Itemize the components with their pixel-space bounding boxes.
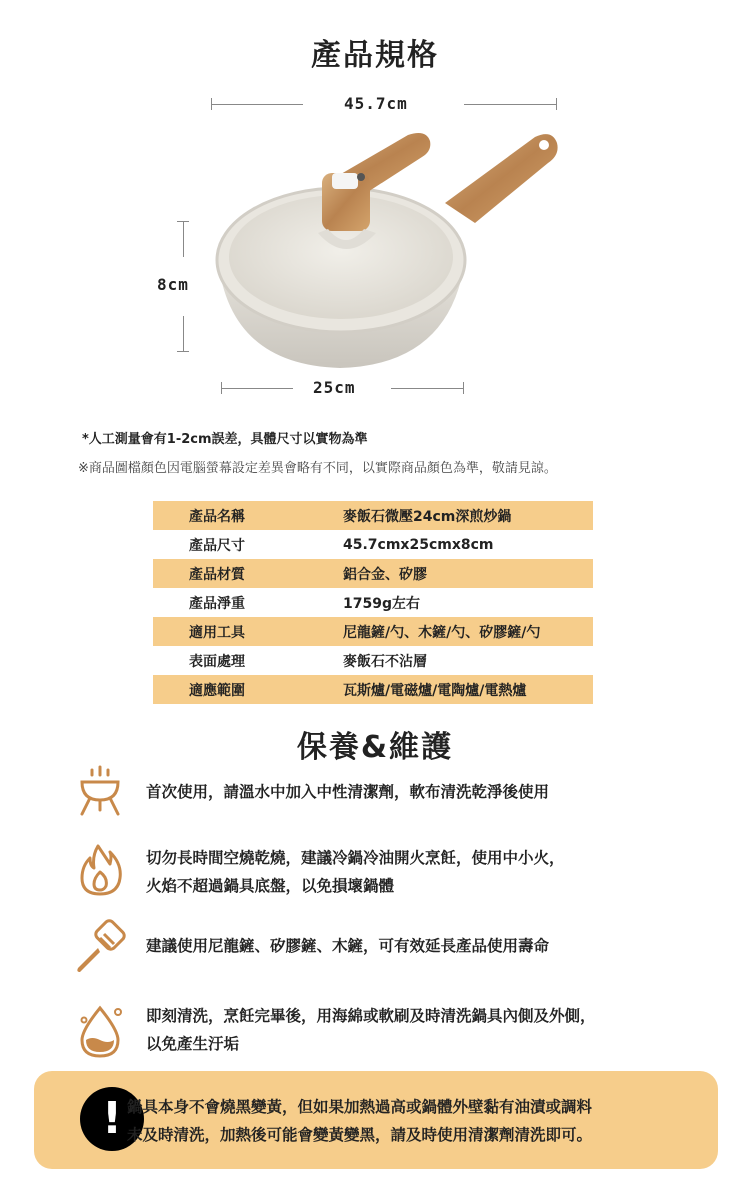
spec-key: 產品尺寸 [189, 537, 245, 554]
spec-value: 45.7cmx25cmx8cm [343, 536, 494, 553]
dim-height-tick-bottom [177, 351, 189, 352]
care-line: 建議使用尼龍鏟、矽膠鏟、木鏟，可有效延長產品使用壽命 [146, 937, 550, 955]
dim-diameter-line-left [221, 388, 293, 389]
care-text [146, 778, 549, 806]
spec-row [153, 617, 593, 646]
flame-icon [70, 842, 130, 902]
spec-key: 產品名稱 [189, 508, 245, 525]
spec-table [153, 501, 593, 704]
dim-height-line-top [183, 221, 184, 257]
spec-key: 產品材質 [189, 566, 245, 583]
warning-line: 鍋具本身不會燒黑變黃，但如果加熱過高或鍋體外壁黏有油漬或調料 [127, 1098, 593, 1116]
care-item-no-dry-heat [70, 838, 690, 898]
warning-line: 未及時清洗，加熱後可能會變黃變黑，請及時使用清潔劑清洗即可。 [127, 1126, 593, 1144]
dim-width-label: 45.7cm [344, 94, 408, 113]
dim-height-line-bottom [183, 316, 184, 351]
spec-row [153, 530, 593, 559]
spec-row [153, 646, 593, 675]
care-line: 即刻清洗，烹飪完畢後，用海綿或軟刷及時清洗鍋具內側及外側， [146, 1007, 596, 1025]
spec-row [153, 588, 593, 617]
spec-row [153, 675, 593, 704]
care-item-clean-promptly [70, 998, 690, 1058]
dim-width-line-right [464, 104, 556, 105]
dim-diameter-label: 25cm [313, 378, 356, 397]
dim-diameter-tick-right [463, 382, 464, 394]
spec-value: 麥飯石不沾層 [343, 653, 427, 670]
warning-icon: ! [80, 1087, 144, 1151]
spec-key: 產品淨重 [189, 595, 245, 612]
dim-height-label: 8cm [157, 275, 189, 294]
dim-width-tick-right [556, 98, 557, 110]
care-line: 切勿長時間空燒乾燒，建議冷鍋冷油開火烹飪，使用中小火， [146, 849, 565, 867]
warning-text [127, 1093, 592, 1149]
spatula-icon [70, 918, 130, 978]
spec-value: 尼龍鏟/勺、木鏟/勺、矽膠鏟/勺 [343, 624, 541, 641]
water-drop-icon [70, 1002, 130, 1062]
spec-key: 表面處理 [189, 653, 245, 670]
spec-value: 麥飯石微壓24cm深煎炒鍋 [343, 508, 512, 525]
care-text [146, 932, 549, 960]
spec-title: 產品規格 [311, 38, 439, 73]
grill-icon [70, 762, 130, 822]
pan-image [200, 125, 570, 375]
measurement-note: *人工測量會有1-2cm誤差，具體尺寸以實物為準 [82, 432, 368, 447]
warning-box [34, 1071, 718, 1169]
care-title: 保養&維護 [296, 730, 454, 765]
spec-key: 適用工具 [189, 624, 245, 641]
spec-value: 1759g左右 [343, 595, 420, 612]
care-line: 首次使用，請溫水中加入中性清潔劑，軟布清洗乾淨後使用 [146, 783, 550, 801]
care-line: 火焰不超過鍋具底盤，以免損壞鍋體 [146, 877, 395, 895]
spec-row [153, 501, 593, 530]
care-text [146, 844, 565, 900]
dim-diameter-line-right [391, 388, 463, 389]
spec-value: 鋁合金、矽膠 [343, 566, 427, 583]
spec-row [153, 559, 593, 588]
dim-width-line-left [211, 104, 303, 105]
color-note: ※商品圖檔顏色因電腦螢幕設定差異會略有不同，以實際商品顏色為準，敬請見諒。 [78, 461, 557, 476]
care-item-first-use [70, 762, 690, 822]
spec-key: 適應範圍 [189, 682, 245, 699]
care-text [146, 1002, 596, 1058]
care-line: 以免產生汙垢 [146, 1035, 240, 1053]
care-item-utensils [70, 918, 690, 978]
spec-value: 瓦斯爐/電磁爐/電陶爐/電熱爐 [343, 682, 527, 699]
